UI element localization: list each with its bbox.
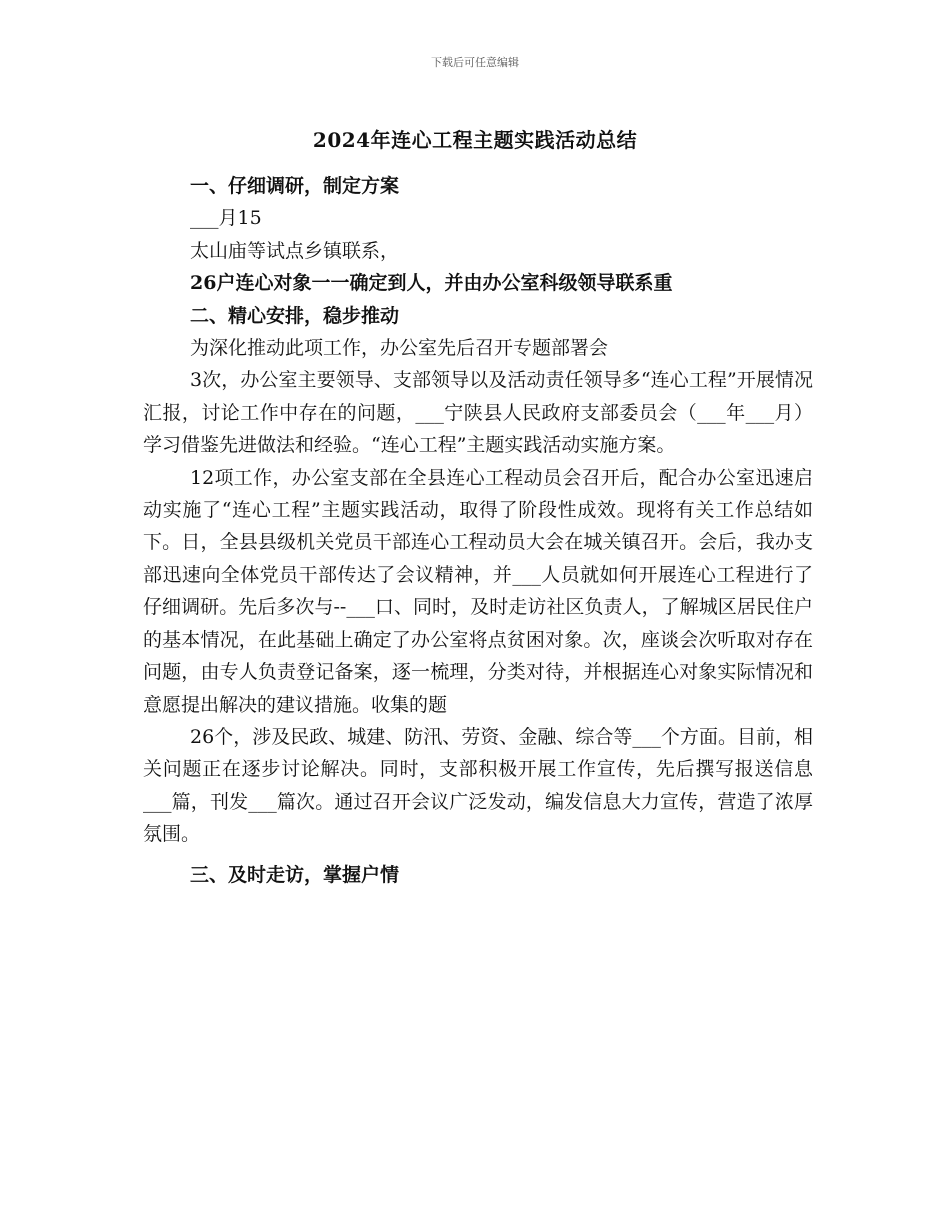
towns-line: 太山庙等试点乡镇联系，	[190, 239, 400, 262]
header-note: 下载后可任意编辑	[431, 56, 519, 69]
paragraph-3: 26个，涉及民政、城建、防汛、劳资、金融、综合等___个方面。目前，相关问题正在逐步讨论解决。同时，支部积极开展工作宣传，先后撰写报送信息___篇，刊发___篇次。通过召开会议广泛发动，编发信息大力宣传，营造了浓厚氛围。	[143, 725, 813, 846]
document-body	[143, 170, 813, 891]
bold-line: 26户连心对象一一确定到人，并由办公室科级领导联系重	[190, 272, 673, 295]
paragraph-1: 3次，办公室主要领导、支部领导以及活动责任领导多“连心工程”开展情况汇报，讨论工作中存在的问题，___宁陕县人民政府支部委员会（___年___月）学习借鉴先进做法和经验。“连心工程”主题实践活动实施方案。	[143, 369, 813, 457]
meeting-line: 为深化推动此项工作，办公室先后召开专题部署会	[190, 337, 609, 360]
section-heading-2: 二、精心安排，稳步推动	[190, 304, 400, 327]
paragraph-2: 12项工作，办公室支部在全县连心工程动员会召开后，配合办公室迅速启动实施了“连心工程”主题实践活动，取得了阶段性成效。现将有关工作总结如下。日，全县县级机关党员干部连心工程动员大会在城关镇召开。会后，我办支部迅速向全体党员干部传达了会议精神，并___人员就如何开展连心工程进行了仔细调研。先后多次与--___口、同时，及时走访社区负责人，了解城区居民住户的基本情况，在此基础上确定了办公室将点贫困对象。次，座谈会次听取对存在问题，由专人负责登记备案，逐一梳理，分类对待，并根据连心对象实际情况和意愿提出解决的建议措施。收集的题	[143, 466, 813, 716]
document-title: 2024年连心工程主题实践活动总结	[312, 128, 638, 152]
section-heading-1: 一、仔细调研，制定方案	[190, 175, 400, 197]
date-line: ___月15	[190, 207, 262, 230]
section-heading-3: 三、及时走访，掌握户情	[190, 863, 400, 886]
